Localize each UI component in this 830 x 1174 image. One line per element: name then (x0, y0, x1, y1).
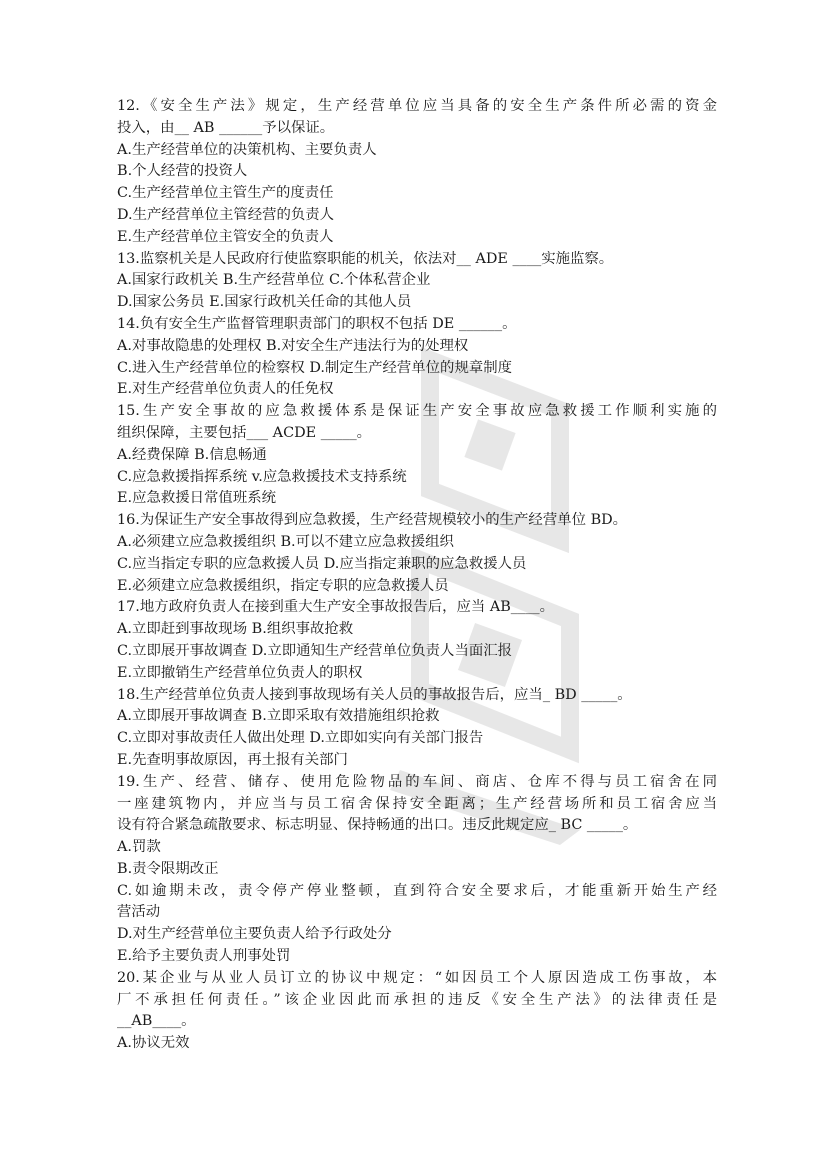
q12-option-e: E.生产经营单位主管安全的负责人 (117, 228, 334, 245)
q17-text: 17.地方政府负责人在接到重大生产安全事故报告后，应当 AB____。 (117, 599, 554, 616)
q15-options-cd: C.应急救援指挥系统 v.应急救援技术支持系统 (117, 468, 407, 485)
q20-text-line-2: 厂不承担任何责任。”该企业因此而承担的违反《安全生产法》的法律责任是 (117, 991, 717, 1008)
q19-option-d: D.对生产经营单位主要负责人给予行政处分 (117, 926, 392, 943)
q12-option-b: B.个人经营的投资人 (117, 163, 248, 180)
q19-text-line-2: 一座建筑物内，并应当与员工宿舍保持安全距离；生产经营场所和员工宿舍应当 (117, 795, 717, 812)
q12-option-d: D.生产经营单位主管经营的负责人 (117, 206, 335, 223)
q14-option-e: E.对生产经营单位负责人的任免权 (117, 381, 334, 398)
q19-option-e: E.给予主要负责人刑事处罚 (117, 948, 291, 965)
q17-options-cd: C.立即展开事故调查 D.立即通知生产经营单位负责人当面汇报 (117, 642, 513, 659)
q16-option-e: E.必须建立应急救援组织，指定专职的应急救援人员 (117, 577, 449, 594)
q16-options-ab: A.必须建立应急救援组织 B.可以不建立应急救援组织 (117, 533, 454, 550)
q18-options-cd: C.立即对事故责任人做出处理 D.立即如实向有关部门报告 (117, 730, 484, 747)
q17-option-e: E.立即撤销生产经营单位负责人的职权 (117, 664, 363, 681)
document-text (117, 96, 717, 1055)
q19-text-line-3: 设有符合紧急疏散要求、标志明显、保持畅通的出口。违反此规定应_ BC _____。 (117, 817, 638, 834)
q13-options-abc: A.国家行政机关 B.生产经营单位 C.个体私营企业 (117, 272, 431, 289)
q19-option-c-line-2: 营活动 (117, 904, 161, 921)
q15-option-e: E.应急救援日常值班系统 (117, 490, 276, 507)
q14-text: 14.负有安全生产监督管理职责部门的职权不包括 DE ______。 (117, 315, 517, 332)
q18-option-e: E.先查明事故原因，再土报有关部门 (117, 751, 348, 768)
q12-text-line-1: 12.《安全生产法》规定，生产经营单位应当具备的安全生产条件所必需的资金 (117, 98, 717, 114)
q18-text: 18.生产经营单位负责人接到事故现场有关人员的事故报告后，应当_ BD _____。 (117, 686, 632, 703)
q20-text-line-3: __AB____。 (117, 1013, 196, 1030)
q19-option-c-line-1: C.如逾期未改，责令停产停业整顿，直到符合安全要求后，才能重新开始生产经 (117, 882, 717, 899)
q19-option-a: A.罚款 (117, 839, 161, 856)
q20-text-line-1: 20.某企业与从业人员订立的协议中规定：“如因员工个人原因造成工伤事故，本 (117, 969, 717, 986)
q12-text-line-2: 投入，由__ AB ______予以保证。 (117, 119, 335, 136)
q13-text: 13.监察机关是人民政府行使监察职能的机关，依法对__ ADE ____实施监察。 (117, 250, 614, 267)
q14-options-cd: C.进入生产经营单位的检察权 D.制定生产经营单位的规章制度 (117, 359, 513, 376)
q16-options-cd: C.应当指定专职的应急救援人员 D.应当指定兼职的应急救援人员 (117, 555, 527, 572)
q18-options-ab: A.立即展开事故调查 B.立即采取有效措施组织抢救 (117, 708, 440, 725)
q20-option-a: A.协议无效 (117, 1035, 190, 1052)
q17-options-ab: A.立即赶到事故现场 B.组织事故抢救 (117, 621, 354, 638)
q19-option-b: B.责令限期改正 (117, 860, 219, 877)
q15-text-line-2: 组织保障，主要包括___ ACDE _____。 (117, 424, 372, 441)
q12-option-a: A.生产经营单位的决策机构、主要负责人 (117, 141, 377, 158)
q13-options-de: D.国家公务员 E.国家行政机关任命的其他人员 (117, 294, 412, 311)
q15-options-ab: A.经费保障 B.信息畅通 (117, 446, 267, 463)
q19-text-line-1: 19.生产、经营、储存、使用危险物品的车间、商店、仓库不得与员工宿舍在同 (117, 773, 717, 790)
q15-text-line-1: 15.生产安全事故的应急救援体系是保证生产安全事故应急救援工作顺利实施的 (117, 403, 717, 420)
q14-options-ab: A.对事故隐患的处理权 B.对安全生产违法行为的处理权 (117, 337, 469, 354)
q16-text: 16.为保证生产安全事故得到应急救援，生产经营规模较小的生产经营单位 BD。 (117, 512, 628, 529)
q12-option-c: C.生产经营单位主管生产的度责任 (117, 185, 334, 202)
